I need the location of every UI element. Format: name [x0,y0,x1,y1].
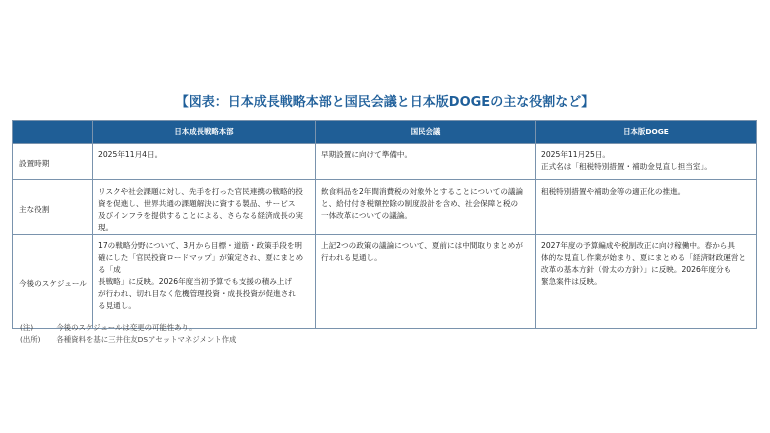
cell-text-line: 上記2つの政策の議論について、夏前には中間取りまとめが [321,241,523,250]
figure-title: 【図表：日本成長戦略本部と国民会議と日本版DOGEの主な役割など】 [175,95,595,110]
row-label: 主な役割 [13,180,93,235]
header-doge: 日本版DOGE [536,121,757,144]
cell-text-line: 2025年11月4日。 [98,150,163,159]
cell-doge [536,235,757,329]
cell-text-line: る見通し。 [98,301,136,310]
note-caveat [20,322,236,334]
cell-text-line: 2025年11月25日。 [541,150,611,159]
cell-doge [536,144,757,180]
row-schedule [13,235,757,329]
row-label: 今後のスケジュール [13,235,93,329]
cell-doge [536,180,757,235]
cell-text-line: 飲食料品を2年間消費税の対象外とすることについての議論 [321,187,524,196]
cell-text-line: 改革の基本方針（骨太の方針）」に反映。2026年度分も [541,265,732,274]
table-header-row [13,121,757,144]
note-tag: (注) [20,323,34,332]
cell-text-line: 緊急案件は反映。 [541,277,602,286]
cell-text-line: 体的な見直し作業が始まり、夏にまとめる「経済財政運営と [541,253,747,262]
cell-text-line: 行われる見通し。 [321,253,382,262]
cell-text-line: 長戦略」に反映。2026年度当初予算でも支援の積み上げ [98,277,292,286]
header-growth-strategy: 日本成長戦略本部 [93,121,316,144]
header-national-council: 国民会議 [316,121,536,144]
cell-text-line: リスクや社会課題に対し、先手を打った官民連携の戦略的投 [98,187,303,196]
footnotes [20,322,236,346]
note-tag: (出所) [20,335,41,344]
cell-text-line: 一体改革についての議論。 [321,211,412,220]
row-label: 設置時期 [13,144,93,180]
cell-text-line: が行われ、切れ目なく危機管理投資・成長投資が促進され [98,289,296,298]
cell-text-line: 17の戦略分野について、3月から目標・道筋・政策手段を明 [98,241,303,250]
cell-growth-strategy [93,144,316,180]
note-source [20,334,236,346]
row-main-role [13,180,757,235]
cell-text-line: 租税特別措置や補助金等の適正化の推進。 [541,187,686,196]
note-text: 各種資料を基に三井住友DSアセットマネジメント作成 [56,335,237,344]
cell-growth-strategy [93,180,316,235]
cell-text-line: 及びインフラを提供することによる、さらなる経済成長の実現。 [98,211,304,232]
cell-text-line: 資を促進し、世界共通の課題解決に資する製品、サービス [98,199,296,208]
roles-table [12,120,757,329]
cell-text-line: 正式名は「租税特別措置・補助金見直し担当室」。 [541,162,712,171]
header-corner [13,121,93,144]
cell-growth-strategy [93,235,316,329]
cell-national-council [316,144,536,180]
cell-national-council [316,180,536,235]
note-text: 今後のスケジュールは変更の可能性あり。 [56,323,197,332]
cell-national-council [316,235,536,329]
row-establishment [13,144,757,180]
cell-text-line: 早期設置に向けて準備中。 [321,150,413,159]
cell-text-line: 2027年度の予算編成や税制改正に向け稼働中。春から具 [541,241,735,250]
cell-text-line: と、給付付き税額控除の制度設計を含め、社会保障と税の [321,199,519,208]
cell-text-line: 確にした「官民投資ロードマップ」が策定され、夏にまとめる「成 [98,253,304,274]
